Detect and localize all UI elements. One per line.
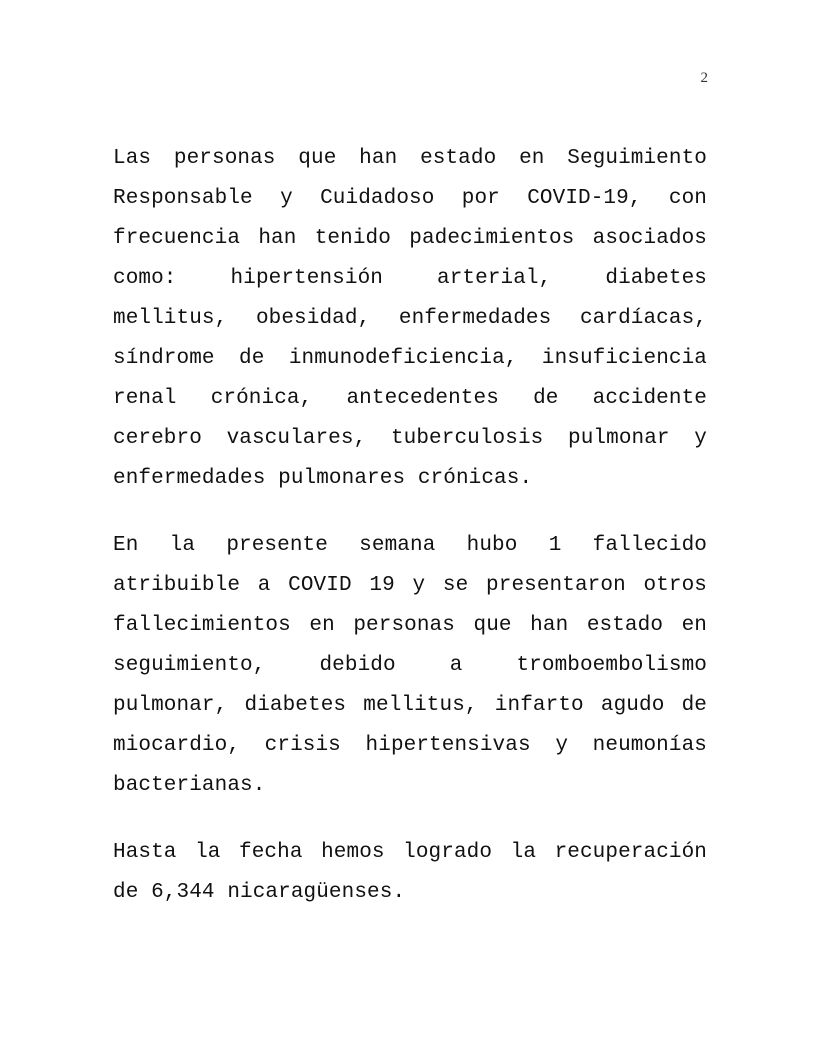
- page-number: 2: [700, 70, 708, 86]
- document-body: [113, 139, 707, 940]
- paragraph-comorbidities: Las personas que han estado en Seguimiento Responsable y Cuidadoso por COVID-19, con frecuencia han tenido padecimientos asociados como: hipertensión arterial, diabetes mellitus, obesidad, enfermedades cardíacas, síndrome de inmunodeficiencia, insuficiencia renal crónica, antecedentes de accidente cerebro vasculares, tuberculosis pulmonar y enfermedades pulmonares crónicas.: [113, 147, 707, 490]
- paragraph-deaths: En la presente semana hubo 1 fallecido atribuible a COVID 19 y se presentaron otros fallecimientos en personas que han estado en seguimiento, debido a tromboembolismo pulmonar, diabetes mellitus, infarto agudo de miocardio, crisis hipertensivas y neumonías bacterianas.: [113, 534, 707, 797]
- paragraph-recoveries: Hasta la fecha hemos logrado la recuperación de 6,344 nicaragüenses.: [113, 841, 707, 904]
